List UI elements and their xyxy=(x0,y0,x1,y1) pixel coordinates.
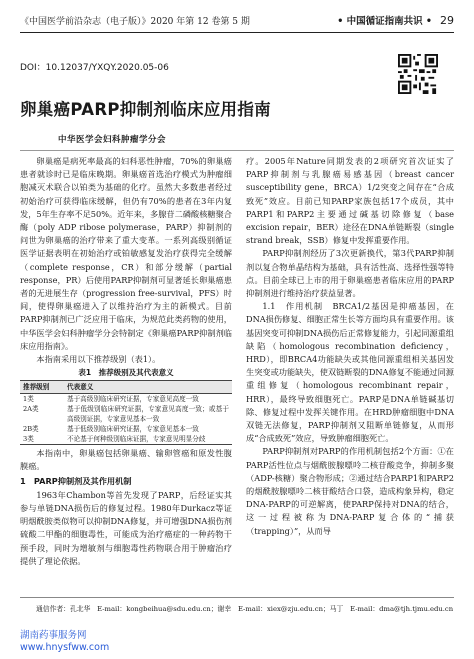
corresponding-authors: 通信作者：孔北华 E-mail：kongbeihua@sdu.edu.cn；谢幸 E-mail：xiex@zju.edu.cn；马丁 E-mail：dma@tjh.tjmu.edu.cn xyxy=(36,605,454,613)
table-header: 推荐级别 xyxy=(20,381,64,394)
body-paragraph: 卵巢癌是病死率最高的妇科恶性肿瘤，70%的卵巢癌患者就诊时已是临床晚期。卵巢癌首选治疗模式为肿瘤细胞减灭术联合以铂类为基础的化疗。虽然大多数患者经过初始治疗可获得临床缓解，但仍有70%的患者在3年内复发，5年生存率不足50%。近年来，多腺苷二磷酸核糖聚合酶（poly ADP ribose polymerase，PARP）抑制剂的问世为卵巢癌的治疗带来了重大变革。一系列高级别循证医学证据表明在初始治疗或铂敏感复发治疗获得完全缓解（complete response，CR）和部分缓解（partial response，PR）后使用PARP抑制剂可显著延长卵巢癌患者的无进展生存（progression free-survival，PFS）时间，使得卵巢癌进入了以维持治疗为主的新模式。目前PARP抑制剂已广泛应用于临床，为规范此类药物的使用，中华医学会妇科肿瘤学分会特制定《卵巢癌PARP抑制剂临床应用指南》。 xyxy=(20,156,232,351)
watermark-site-name: 湖南药事服务网 xyxy=(20,630,87,641)
author-organization: 中华医学会妇科肿瘤学分会 xyxy=(58,135,167,145)
table-header-row xyxy=(20,381,232,394)
table-cell: 基于低级别临床研究证据，专家意见高度一致；或基于高级别证据，专家意见基本一致 xyxy=(67,405,229,424)
table-caption: 表1 推荐级别及其代表意义 xyxy=(78,368,174,378)
qr-code-icon[interactable] xyxy=(398,54,438,94)
watermark-url[interactable]: www.hnysfww.com xyxy=(20,642,110,653)
running-header xyxy=(20,12,454,28)
table-row xyxy=(20,404,232,424)
body-paragraph: PARP抑制剂对PARP的作用机制包括2个方面：①在PARP活性位点与烟酰胺腺嘌呤二核苷酸竞争，抑制多聚（ADP-核糖）聚合物形成；②通过结合PARP1和PARP2的烟酰胺腺嘌呤二核苷酸结合口袋，造成构象异构，稳定DNA-PARP的可逆解离，使PARP保持对DNA的结合，这一过程被称为DNA-PARP复合体的“捕获（trapping）”，从而导 xyxy=(246,446,454,536)
watermark xyxy=(20,630,109,654)
series-title: • 中国循证指南共识 • 29 xyxy=(337,14,454,27)
journal-info: 《中国医学前沿杂志（电子版）》2020 年第 12 卷第 5 期 xyxy=(20,16,250,27)
table-cell: 2B类 xyxy=(23,425,39,434)
article-title: 卵巢癌PARP抑制剂临床应用指南 xyxy=(20,100,271,119)
section-heading: 1 PARP抑制剂及其作用机制 xyxy=(20,475,132,486)
left-column xyxy=(20,155,232,568)
table-row xyxy=(20,434,232,445)
body-paragraph: 疗。2005年Nature同期发表的2项研究首次证实了PARP抑制剂与乳腺癌易感基因（breast cancer susceptibility gene，BRCA）1/2突变之间存在“合成致死”效应。目前已知PARP家族包括17个成员，其中PARP1和PARP2主要通过碱基切除修复（base excision repair，BER）途径在DNA单链断裂（single strand break，SSB）修复中发挥重要作用。 xyxy=(246,156,454,246)
body-paragraph: PARP抑制剂经历了3次更新换代，第3代PARP抑制剂以复合物单晶结构为基础，具有活性高、选择性强等特点。目前全球已上市的用于卵巢癌患者临床应用的PARP抑制剂进行维持治疗获益显著。 xyxy=(246,248,454,299)
table-cell: 不论基于何种级别临床证据，专家意见明显分歧 xyxy=(64,434,232,445)
table-cell: 1类 xyxy=(23,395,34,404)
table-row xyxy=(20,424,232,434)
right-column xyxy=(246,155,454,538)
title-rule xyxy=(20,150,454,151)
table-cell: 基于低级别临床研究证据，专家意见基本一致 xyxy=(67,425,199,434)
footnote-rule xyxy=(20,597,454,598)
table-cell: 3类 xyxy=(20,434,64,445)
body-paragraph: 本指南中，卵巢癌包括卵巢癌、输卵管癌和原发性腹膜癌。 xyxy=(20,448,232,472)
subsection-paragraph: 1.1 作用机制 BRCA1/2基因是抑癌基因，在DNA损伤修复、细胞正常生长等方面均具有重要作用。该基因突变可抑制DNA损伤后正常修复能力，引起同源重组缺陷（homologous recombination deficiency，HRD），即BRCA4功能缺失或其他同源重组相关基因发生突变或功能缺失，使双链断裂的DNA修复不能通过同源重组修复（homologous recombinant repair，HRR），最终导致细胞死亡。PARP是DNA单链碱基切除、修复过程中发挥关键作用。在HRD肿瘤细胞中DNA双链无法修复，PARP抑制剂又阻断单链修复，从而形成“合成致死”效应，导致肿瘤细胞死亡。 xyxy=(246,301,454,444)
table-header: 代表意义 xyxy=(64,381,232,394)
recommendation-table xyxy=(20,368,232,445)
page-number: 29 xyxy=(440,14,454,27)
table-row xyxy=(20,394,232,405)
table-cell: 2A类 xyxy=(23,405,39,414)
doi: DOI：10.12037/YXQY.2020.05-06 xyxy=(20,63,169,73)
body-paragraph: 本指南采用以下推荐级别（表1）。 xyxy=(36,354,161,365)
table-cell: 基于高级别临床研究证据，专家意见高度一致 xyxy=(67,395,199,404)
header-rule xyxy=(20,32,454,33)
body-paragraph: 1963年Chambon等首先发现了PARP，后经证实其参与单链DNA损伤后的修复过程。1980年Durkacz等证明烟酰胺类似物可以抑制DNA修复，并可增强DNA损伤剂硫酸二甲酯的细胞毒性，可能成为治疗癌症的一种药物干预手段，同时为增敏剂与细胞毒性药物联合用于肿瘤治疗提供了理论依据。 xyxy=(20,489,232,566)
